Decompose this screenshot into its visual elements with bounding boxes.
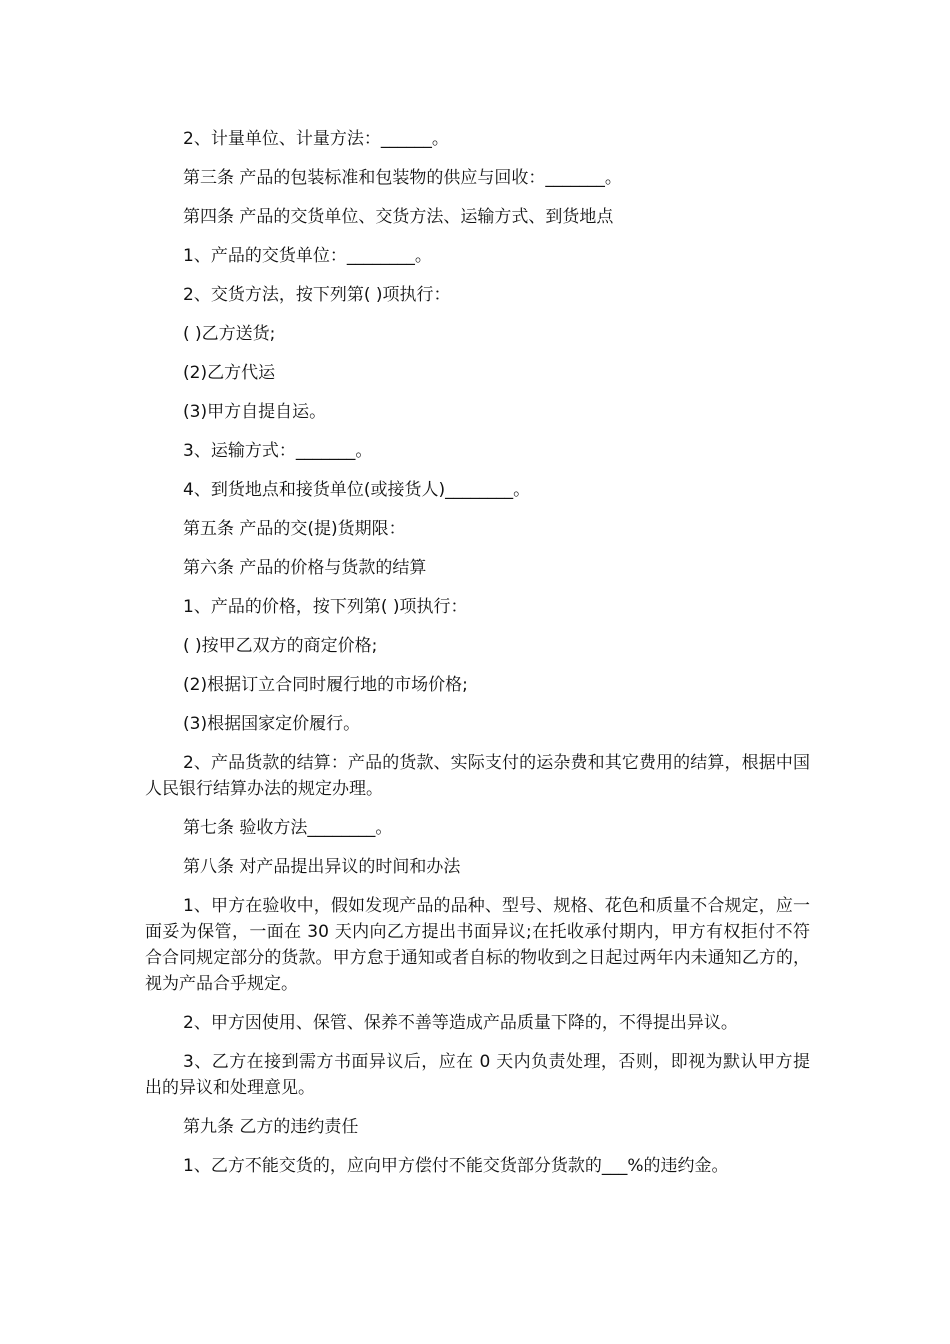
paragraph-article-9: 第九条 乙方的违约责任 bbox=[183, 1117, 359, 1137]
paragraph-objection-handling: 3、乙方在接到需方书面异议后，应在 0 天内负责处理，否则，即视为默认甲方提出的异议和处理意见。 bbox=[145, 1052, 810, 1098]
paragraph-article-7: 第七条 验收方法________。 bbox=[183, 818, 393, 838]
paragraph-option-market-price: (2)根据订立合同时履行地的市场价格; bbox=[183, 675, 468, 695]
paragraph-measurement-unit: 2、计量单位、计量方法：______。 bbox=[183, 129, 449, 149]
paragraph-option-seller-delivery: ( )乙方送货; bbox=[183, 324, 276, 344]
paragraph-delivery-unit: 1、产品的交货单位：________。 bbox=[183, 246, 432, 266]
paragraph-option-buyer-pickup: (3)甲方自提自运。 bbox=[183, 402, 327, 422]
paragraph-product-price: 1、产品的价格，按下列第( )项执行： bbox=[183, 597, 468, 617]
paragraph-option-seller-shipping: (2)乙方代运 bbox=[183, 363, 276, 383]
paragraph-penalty-nondelivery: 1、乙方不能交货的，应向甲方偿付不能交货部分货款的___%的违约金。 bbox=[183, 1156, 729, 1176]
paragraph-delivery-method: 2、交货方法，按下列第( )项执行： bbox=[183, 285, 451, 305]
paragraph-transport-method: 3、运输方式：_______。 bbox=[183, 441, 373, 461]
paragraph-option-state-price: (3)根据国家定价履行。 bbox=[183, 714, 361, 734]
paragraph-article-5: 第五条 产品的交(提)货期限： bbox=[183, 519, 406, 539]
paragraph-article-6: 第六条 产品的价格与货款的结算 bbox=[183, 558, 427, 578]
document-body bbox=[145, 126, 810, 1192]
paragraph-article-3: 第三条 产品的包装标准和包装物的供应与回收：_______。 bbox=[183, 168, 622, 188]
paragraph-article-4: 第四条 产品的交货单位、交货方法、运输方式、到货地点 bbox=[183, 207, 614, 227]
paragraph-payment-settlement: 2、产品货款的结算：产品的货款、实际支付的运杂费和其它费用的结算，根据中国人民银行结算办法的规定办理。 bbox=[145, 753, 810, 799]
paragraph-option-negotiated-price: ( )按甲乙双方的商定价格; bbox=[183, 636, 378, 656]
paragraph-article-8: 第八条 对产品提出异议的时间和办法 bbox=[183, 857, 461, 877]
paragraph-arrival-location: 4、到货地点和接货单位(或接货人)________。 bbox=[183, 480, 531, 500]
paragraph-objection-misuse: 2、甲方因使用、保管、保养不善等造成产品质量下降的，不得提出异议。 bbox=[183, 1013, 738, 1033]
paragraph-objection-inspection: 1、甲方在验收中，假如发现产品的品种、型号、规格、花色和质量不合规定，应一面妥为保管，一面在 30 天内向乙方提出书面异议;在托收承付期内，甲方有权拒付不符合合同规定部分的货款。甲方怠于通知或者自标的物收到之日起过两年内未通知乙方的，视为产品合乎规定。 bbox=[145, 896, 810, 994]
